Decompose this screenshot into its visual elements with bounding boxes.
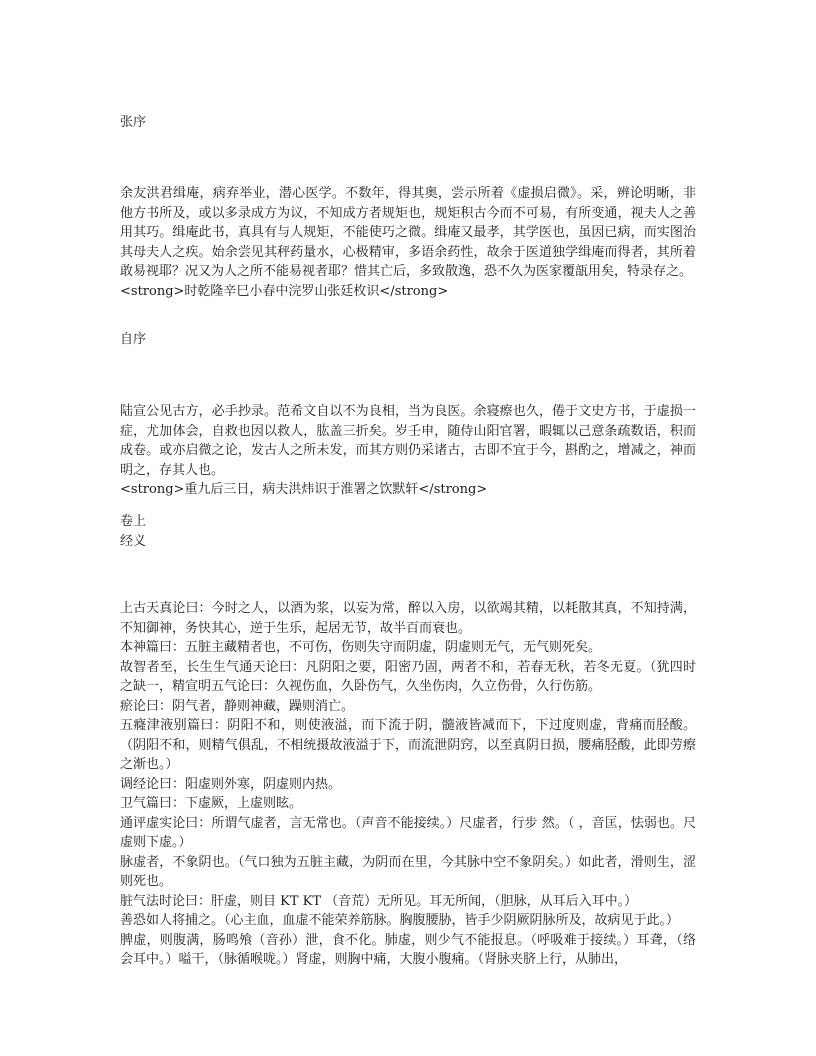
volume-title: 卷上 <box>120 514 147 529</box>
classic-entry: 脾虚，则腹满，肠鸣飧（音孙）泄，食不化。肺虚，则少气不能报息。（呼吸难于接续。）耳聋，（络会耳中。）嗌干，（脉循喉咙。）肾虚，则胸中痛，大腹小腹痛。（肾脉夹脐上行，从肺出， <box>120 932 696 967</box>
zhang-preface-section <box>120 184 696 301</box>
self-preface-paragraph: 陆宣公见古方，必手抄录。范希文自以不为良相，当为良医。余寝瘵也久，倦于文史方书，于虚损一症，尤加体会，自救也因以救人，肱盖三折矣。岁壬申，随侍山阳官署，暇辄以己意条疏数语，积而成卷。或亦启微之论，发古人之所未发，而其方则仍采诸古，古即不宜于今，斟酌之，增减之，神而明之，存其人也。 <box>120 404 696 478</box>
classic-entry: 调经论曰：阳虚则外寒，阴虚则内热。 <box>120 776 342 792</box>
classic-entry: 本神篇曰：五脏主藏精者也，不可伤，伤则失守而阴虚，阴虚则无气，无气则死矣。 <box>120 640 602 655</box>
classic-entry: 善恐如人将捕之。（心主血，血虚不能荣养筋脉。胸腹腰胁，皆手少阴厥阴脉所及，故病见于此。） <box>120 913 680 928</box>
self-preface-signature: <strong>重九后三日，病夫洪炜识于淮署之饮默轩</strong> <box>120 482 488 497</box>
section-title: 经义 <box>120 533 147 549</box>
self-preface-section <box>120 402 696 500</box>
classics-section <box>120 599 696 970</box>
classic-entry: 故智者至，长生生气通天论曰：凡阴阳之要，阳密乃固，两者不和，若春无秋，若冬无夏。（犹四时之缺一，精宣明五气论曰：久视伤血，久卧伤气，久坐伤肉，久立伤骨，久行伤筋。 <box>120 659 696 694</box>
classic-entry: 五癃津液别篇曰：阴阳不和，则使液溢，而下流于阴，髓液皆减而下，下过度则虚，背痛而胫酸。（阴阳不和，则精气俱乱，不相统摄故液溢于下，而流泄阴窍，以至真阴日损，腰痛胫酸，此即劳瘵之渐也。） <box>120 718 696 772</box>
zhang-preface-paragraph: 余友洪君缉庵，病弃举业，潜心医学。不数年，得其奥，尝示所着《虚损启微》。采，辨论明晰，非他方书所及，或以多录成方为议，不知成方者规矩也，规矩积古今而不可易，有所变通，视夫人之善用其巧。缉庵此书，真具有与人规矩，不能使巧之微。缉庵又最孝，其学医也，虽因已病，而实图治其母夫人之疾。始余尝见其秤药量水，心极精审，多语余药性，故余于医道独学缉庵而得者，其所着敢易视耶？况又为人之所不能易视者耶？惜其亡后，多致散逸，恐不久为医家覆瓿用矣，特录存之。 <box>120 186 696 279</box>
zhang-preface-signature: <strong>时乾隆辛巳小春中浣罗山张廷枚识</strong> <box>120 283 449 299</box>
classic-entry: 通评虚实论曰：所谓气虚者，言无常也。（声音不能接续。）尺虚者，行步 然。（ ，音匡，怯弱也。尺虚则下虚。） <box>120 815 696 850</box>
self-preface-heading: 自序 <box>120 332 147 347</box>
classic-entry: 卫气篇曰：下虚厥，上虚则眩。 <box>120 796 303 811</box>
volume-heading <box>120 512 146 551</box>
classic-entry: 脉虚者，不象阴也。（气口独为五脏主藏，为阴而在里，今其脉中空不象阴矣。）如此者，滑则生，涩则死也。 <box>120 854 696 889</box>
classic-entry: 上古天真论曰：今时之人，以酒为浆，以妄为常，醉以入房，以欲竭其精，以耗散其真，不知持满，不知御神，务快其心，逆于生乐，起居无节，故半百而衰也。 <box>120 601 696 636</box>
classic-entry: 脏气法时论曰：肝虚，则目 KT KT （音荒）无所见。耳无所闻，（胆脉，从耳后入耳中。） <box>120 893 638 909</box>
zhang-preface-heading: 张序 <box>120 115 147 130</box>
classic-entry: 瘀论曰：阴气者，静则神藏，躁则消亡。 <box>120 698 355 714</box>
